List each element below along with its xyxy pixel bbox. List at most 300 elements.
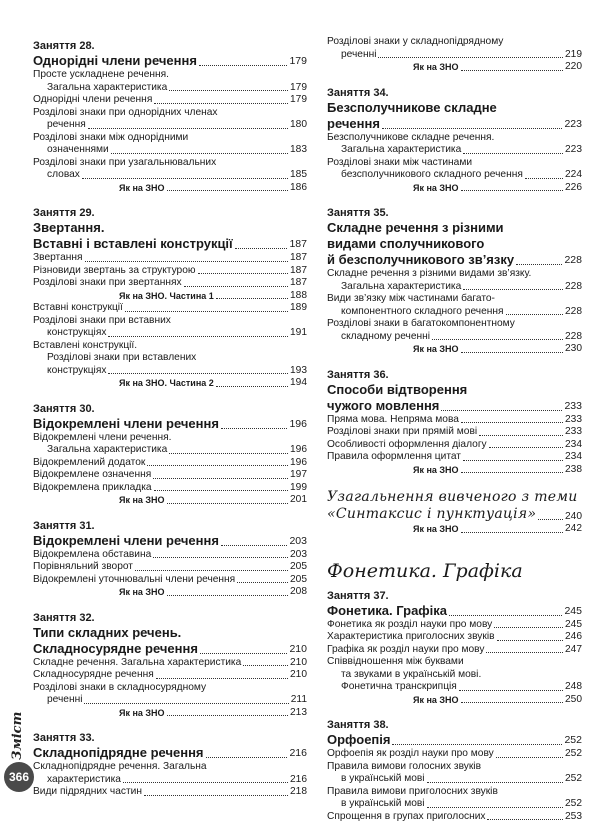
- entry-text: Загальна характеристика: [341, 280, 462, 292]
- toc-entry[interactable]: [33, 444, 307, 457]
- page-ref: 187: [290, 277, 307, 288]
- entry-text: Графіка як розділ науки про мову: [327, 643, 485, 655]
- dot-leader: [463, 289, 563, 290]
- entry-text: Співвідношення між буквами: [327, 656, 464, 667]
- entry-text: Відокремлені члени речення: [33, 532, 219, 548]
- page-ref: 252: [564, 734, 582, 746]
- lesson-number: Заняття 38.: [327, 719, 389, 731]
- toc-entry[interactable]: [327, 786, 582, 799]
- toc-entry[interactable]: [327, 656, 582, 669]
- toc-entry[interactable]: [33, 669, 307, 682]
- entry-text: Розділові знаки при звертаннях: [33, 277, 182, 288]
- toc-entry[interactable]: [33, 252, 307, 265]
- dot-leader: [461, 472, 563, 473]
- dot-leader: [538, 519, 563, 520]
- dot-leader: [461, 352, 563, 353]
- entry-text: Загальна характеристика: [341, 144, 462, 155]
- toc-entry[interactable]: [327, 414, 582, 427]
- zno-entry[interactable]: [33, 182, 307, 195]
- toc-lesson: [327, 590, 582, 707]
- entry-text: в українській мові: [341, 798, 425, 809]
- dot-leader: [169, 453, 288, 454]
- dot-leader: [243, 665, 288, 666]
- zno-entry[interactable]: [327, 464, 582, 477]
- side-label: Зміст: [10, 711, 25, 760]
- zno-entry[interactable]: [33, 586, 307, 599]
- toc-entry[interactable]: [327, 773, 582, 786]
- toc-lesson: [33, 520, 307, 599]
- page-ref: 242: [565, 523, 582, 534]
- dot-leader: [486, 652, 563, 653]
- entry-text: Просте ускладнене речення.: [33, 69, 169, 80]
- entry-text: Як на ЗНО: [413, 62, 459, 72]
- lesson-title-entry[interactable]: [327, 100, 582, 116]
- toc-entry[interactable]: [33, 482, 307, 495]
- entry-text: Орфоепія як розділ науки про мову: [327, 748, 494, 759]
- dot-leader: [154, 490, 288, 491]
- lesson-title-entry[interactable]: [33, 53, 307, 69]
- toc-entry[interactable]: [327, 293, 582, 306]
- toc-lesson: [327, 207, 582, 356]
- lesson-title-entry[interactable]: [33, 236, 307, 252]
- page-ref: 187: [289, 238, 307, 250]
- entry-text: Звертання: [33, 252, 83, 263]
- dot-leader: [108, 336, 288, 337]
- entry-text: Розділові знаки у складнопідрядному: [327, 36, 504, 47]
- entry-text: реченні: [47, 694, 83, 705]
- lesson-title-entry[interactable]: [327, 116, 582, 132]
- page-ref: 234: [565, 438, 582, 450]
- dot-leader: [461, 422, 563, 423]
- page-ref: 228: [565, 305, 582, 317]
- toc-entry[interactable]: [327, 157, 582, 170]
- toc-entry[interactable]: [33, 94, 307, 107]
- page-ref: 245: [565, 618, 582, 630]
- toc-lesson: [327, 719, 582, 823]
- toc-entry[interactable]: [327, 331, 582, 344]
- entry-text: конструкціях: [47, 327, 107, 338]
- toc-entry[interactable]: [33, 432, 307, 445]
- dot-leader: [135, 570, 288, 571]
- toc-entry[interactable]: [33, 265, 307, 278]
- entry-text: Як на ЗНО: [119, 587, 165, 597]
- dot-leader: [88, 128, 288, 129]
- entry-text: Відокремлений додаток: [33, 456, 146, 468]
- toc-entry[interactable]: [327, 169, 582, 182]
- entry-text: Як на ЗНО: [119, 182, 165, 193]
- page-ref: 187: [290, 252, 307, 263]
- page-ref: 205: [290, 561, 307, 572]
- toc-entry[interactable]: [33, 82, 307, 95]
- page-ref: 187: [290, 264, 307, 276]
- page-ref: 228: [565, 330, 582, 342]
- toc-entry[interactable]: [327, 681, 582, 694]
- page-ref: 179: [289, 55, 307, 67]
- dot-leader: [497, 640, 563, 641]
- entry-text: Складнопідрядне речення: [33, 745, 204, 760]
- dot-leader: [463, 153, 563, 154]
- toc-left-column: [33, 40, 307, 812]
- page-ref: 233: [565, 426, 582, 437]
- page-ref: 210: [289, 642, 307, 655]
- toc-entry[interactable]: [33, 157, 307, 170]
- entry-text: Особливості оформлення діалогу: [327, 438, 487, 450]
- page-ref: 196: [289, 417, 307, 430]
- lesson-title-entry[interactable]: [327, 603, 582, 619]
- toc-entry[interactable]: [327, 631, 582, 644]
- page-ref: 253: [565, 810, 582, 822]
- entry-text: Як на ЗНО: [119, 495, 165, 505]
- toc-entry[interactable]: [33, 302, 307, 315]
- entry-text: та звуками в українській мові.: [341, 668, 482, 680]
- page-ref: 203: [290, 548, 307, 560]
- toc-lesson: [33, 40, 307, 194]
- zno-entry[interactable]: [33, 494, 307, 507]
- toc-lesson: [327, 36, 582, 74]
- entry-text: Як на ЗНО: [413, 182, 459, 193]
- dot-leader: [108, 373, 288, 374]
- toc-entry[interactable]: [327, 306, 582, 319]
- entry-text: Розділові знаки при узагальнювальних: [33, 156, 217, 168]
- page-ref: 179: [290, 94, 307, 105]
- lesson-title-entry[interactable]: [327, 220, 582, 236]
- dot-leader: [489, 447, 563, 448]
- toc-lesson: [33, 612, 307, 720]
- lesson-number: Заняття 33.: [33, 732, 95, 744]
- toc-entry[interactable]: [327, 811, 582, 824]
- dot-leader: [184, 286, 288, 287]
- entry-text: Правила вимови приголосних звуків: [327, 785, 498, 797]
- entry-text: Складносурядне речення: [33, 669, 154, 680]
- page-ref: 228: [565, 280, 582, 292]
- dot-leader: [378, 57, 563, 58]
- toc-entry[interactable]: [33, 761, 307, 774]
- page-ref: 205: [290, 573, 307, 585]
- entry-text: Види зв’язку між частинами багато-: [327, 293, 495, 304]
- entry-text: Як на ЗНО: [119, 707, 165, 718]
- entry-text: Загальна характеристика: [47, 81, 168, 93]
- page-ref: 248: [565, 681, 582, 692]
- dot-leader: [461, 190, 563, 191]
- entry-text: Звертання.: [33, 220, 105, 235]
- page-ref: 186: [290, 181, 307, 193]
- lesson-number: Заняття 36.: [327, 368, 389, 381]
- page-ref: 213: [290, 706, 307, 718]
- dot-leader: [82, 178, 288, 179]
- entry-text: означеннями: [47, 144, 109, 155]
- entry-text: Однорідні члени речення: [33, 94, 153, 105]
- toc-entry[interactable]: [327, 619, 582, 632]
- entry-text: Відокремлена обставина: [33, 548, 152, 560]
- toc-lesson: [33, 732, 307, 799]
- dot-leader: [494, 627, 563, 628]
- entry-text: Орфоепія: [327, 732, 391, 747]
- toc-entry[interactable]: [33, 144, 307, 157]
- entry-text: Як на ЗНО: [413, 694, 459, 705]
- dot-leader: [85, 261, 288, 262]
- dot-leader: [479, 435, 563, 436]
- page-ref: 180: [290, 119, 307, 130]
- dot-leader: [200, 653, 288, 654]
- dot-leader: [449, 615, 562, 616]
- toc-entry[interactable]: [327, 144, 582, 157]
- entry-text: Характеристика приголосних звуків: [327, 631, 495, 642]
- entry-text: Вставні і вставлені конструкції: [33, 236, 233, 251]
- dot-leader: [506, 314, 563, 315]
- page-ref: 252: [565, 798, 582, 809]
- toc-entry[interactable]: [33, 327, 307, 340]
- dot-leader: [206, 757, 288, 758]
- page-ref: 197: [290, 469, 307, 480]
- toc-entry[interactable]: [33, 469, 307, 482]
- dot-leader: [221, 545, 288, 546]
- toc-entry[interactable]: [327, 451, 582, 464]
- lesson-title-entry[interactable]: [327, 252, 582, 268]
- toc-lesson: [327, 489, 582, 536]
- entry-text: Складносурядне речення: [33, 640, 198, 656]
- page-ref: 199: [290, 481, 307, 493]
- entry-text: Як на ЗНО: [413, 344, 459, 354]
- page-ref: 194: [290, 377, 307, 388]
- page-ref: 220: [565, 61, 582, 72]
- dot-leader: [156, 678, 288, 679]
- page-ref: 218: [290, 786, 307, 797]
- lesson-title-entry[interactable]: [33, 220, 307, 236]
- dot-leader: [84, 703, 288, 704]
- dot-leader: [147, 465, 288, 466]
- entry-text: Розділові знаки між частинами: [327, 156, 473, 168]
- toc-entry[interactable]: [327, 281, 582, 294]
- page-ref: 223: [565, 144, 582, 155]
- entry-text: безсполучникового складного речення: [341, 169, 523, 180]
- entry-text: Спрощення в групах приголосних: [327, 810, 486, 822]
- entry-text: Розділові знаки при вставних: [33, 314, 171, 326]
- entry-text: Порівняльний зворот: [33, 561, 133, 572]
- lesson-title-entry[interactable]: [33, 416, 307, 432]
- toc-entry[interactable]: [33, 457, 307, 470]
- page-ref: 219: [565, 48, 582, 60]
- entry-text: Безсполучникове складне: [327, 99, 497, 115]
- dot-leader: [441, 410, 562, 411]
- page-ref: 189: [290, 302, 307, 313]
- toc-entry[interactable]: [33, 549, 307, 562]
- entry-text: Відокремлені уточнювальні члени речення: [33, 573, 236, 585]
- dot-leader: [153, 557, 288, 558]
- toc-entry[interactable]: [33, 119, 307, 132]
- entry-text: Фонетична транскрипція: [341, 681, 457, 692]
- entry-text: Пряма мова. Непряма мова: [327, 413, 459, 425]
- toc-entry[interactable]: [33, 657, 307, 670]
- toc-entry[interactable]: [327, 439, 582, 452]
- toc-entry[interactable]: [33, 561, 307, 574]
- page-ref: 216: [289, 747, 307, 759]
- entry-text: Різновиди звертань за структурою: [33, 264, 196, 276]
- page-ref: 188: [290, 289, 307, 301]
- toc-entry[interactable]: [33, 132, 307, 145]
- toc-entry[interactable]: [327, 669, 582, 682]
- entry-text: Як на ЗНО. Частина 2: [119, 378, 214, 388]
- page-ref: 193: [290, 364, 307, 376]
- zno-entry[interactable]: [327, 182, 582, 195]
- toc-entry[interactable]: [327, 36, 582, 49]
- zno-entry[interactable]: [327, 523, 582, 536]
- toc-entry[interactable]: [327, 761, 582, 774]
- entry-text: Складне речення. Загальна характеристика: [33, 656, 242, 668]
- toc-lesson: [327, 369, 582, 477]
- toc-entry[interactable]: [327, 132, 582, 145]
- toc-right-column: [327, 36, 582, 836]
- lesson-number: Заняття 28.: [33, 40, 95, 52]
- dot-leader: [111, 153, 288, 154]
- entry-text: характеристика: [47, 773, 121, 785]
- entry-text: видами сполучникового: [327, 236, 485, 251]
- toc-entry[interactable]: [327, 506, 582, 523]
- dot-leader: [237, 582, 288, 583]
- entry-text: Розділові знаки між однорідними: [33, 131, 189, 143]
- toc-entry[interactable]: [33, 786, 307, 799]
- toc-entry[interactable]: [33, 340, 307, 353]
- entry-text: Способи відтворення: [327, 381, 468, 397]
- entry-text: Як на ЗНО. Частина 1: [119, 290, 214, 301]
- page-ref: 246: [565, 631, 582, 642]
- dot-leader: [216, 298, 288, 299]
- dot-leader: [216, 386, 288, 387]
- dot-leader: [487, 819, 563, 820]
- zno-entry[interactable]: [327, 343, 582, 356]
- lesson-title-entry[interactable]: [327, 236, 582, 252]
- entry-text: «Синтаксис і пунктуація»: [327, 506, 537, 522]
- lesson-number: Заняття 37.: [327, 589, 389, 602]
- page-ref: 185: [290, 169, 307, 180]
- zno-entry[interactable]: [33, 707, 307, 720]
- entry-text: реченні: [341, 48, 377, 60]
- lesson-title-entry[interactable]: [327, 732, 582, 748]
- entry-text: Відокремлені члени речення: [33, 415, 219, 431]
- entry-text: Фонетика. Графіка: [327, 602, 448, 618]
- entry-text: Як на ЗНО: [413, 464, 459, 475]
- entry-text: Типи складних речень.: [33, 624, 182, 640]
- entry-text: чужого мовлення: [327, 397, 440, 413]
- entry-text: Розділові знаки при прямій мові: [327, 426, 478, 437]
- toc-entry[interactable]: [327, 318, 582, 331]
- toc-entry[interactable]: [33, 352, 307, 365]
- lesson-title-entry[interactable]: [33, 641, 307, 657]
- entry-text: Узагальнення вивченого з теми: [327, 489, 578, 505]
- toc-entry[interactable]: [327, 748, 582, 761]
- entry-text: Розділові знаки в складносурядному: [33, 681, 207, 693]
- page-ref: 234: [565, 451, 582, 462]
- page-ref: 228: [564, 254, 582, 266]
- entry-text: Вставлені конструкції.: [33, 339, 138, 351]
- lesson-title-entry[interactable]: [33, 745, 307, 761]
- dot-leader: [235, 248, 288, 249]
- toc-entry[interactable]: [33, 107, 307, 120]
- dot-leader: [144, 795, 288, 796]
- entry-text: складному реченні: [341, 330, 431, 342]
- dot-leader: [516, 264, 562, 265]
- dot-leader: [198, 273, 288, 274]
- toc-entry[interactable]: [33, 365, 307, 378]
- dot-leader: [167, 595, 288, 596]
- toc-entry[interactable]: [327, 489, 582, 506]
- entry-text: Розділові знаки при однорідних членах: [33, 106, 218, 118]
- page-ref: 216: [290, 773, 307, 785]
- zno-entry[interactable]: [33, 377, 307, 390]
- page-ref: 230: [565, 343, 582, 354]
- entry-text: Правила вимови голосних звуків: [327, 760, 481, 772]
- lesson-number: Заняття 32.: [33, 611, 95, 624]
- entry-text: Складне речення з різними видами зв’язку.: [327, 268, 532, 279]
- entry-text: Відокремлена прикладка: [33, 481, 152, 493]
- dot-leader: [427, 807, 563, 808]
- toc-entry[interactable]: [33, 574, 307, 587]
- dot-leader: [432, 339, 563, 340]
- dot-leader: [463, 460, 563, 461]
- dot-leader: [167, 190, 288, 191]
- dot-leader: [427, 782, 563, 783]
- zno-entry[interactable]: [327, 61, 582, 74]
- page-ref: 233: [565, 413, 582, 425]
- dot-leader: [525, 178, 563, 179]
- lesson-number: Заняття 35.: [327, 207, 389, 219]
- dot-leader: [461, 70, 563, 71]
- toc-entry[interactable]: [327, 49, 582, 62]
- entry-text: Розділові знаки при вставлених: [47, 352, 197, 363]
- lesson-number: Заняття 31.: [33, 519, 95, 532]
- lesson-title-entry[interactable]: [33, 533, 307, 549]
- entry-text: Як на ЗНО: [413, 524, 459, 534]
- entry-text: в українській мові: [341, 773, 425, 784]
- toc-entry[interactable]: [33, 277, 307, 290]
- dot-leader: [461, 532, 563, 533]
- toc-entry[interactable]: [33, 169, 307, 182]
- lesson-title-entry[interactable]: [327, 382, 582, 398]
- toc-entry[interactable]: [33, 774, 307, 787]
- page-ref: 226: [565, 181, 582, 193]
- toc-entry[interactable]: [327, 798, 582, 811]
- page-ref: 210: [290, 669, 307, 680]
- entry-text: Безсполучникове складне речення.: [327, 131, 495, 143]
- toc-entry[interactable]: [327, 426, 582, 439]
- toc-entry[interactable]: [33, 315, 307, 328]
- zno-entry[interactable]: [327, 694, 582, 707]
- entry-text: словах: [47, 169, 80, 180]
- toc-lesson: [33, 207, 307, 390]
- dot-leader: [167, 715, 288, 716]
- page-ref: 196: [290, 456, 307, 468]
- zno-entry[interactable]: [33, 290, 307, 303]
- page-ref: 208: [290, 586, 307, 597]
- lesson-title-entry[interactable]: [33, 625, 307, 641]
- lesson-number: Заняття 29.: [33, 207, 95, 219]
- entry-text: й безсполучникового зв’язку: [327, 252, 515, 267]
- page-ref: 240: [565, 510, 582, 522]
- page-ref: 238: [565, 463, 582, 475]
- toc-entry[interactable]: [327, 644, 582, 657]
- toc-lesson: [327, 87, 582, 195]
- dot-leader: [153, 478, 288, 479]
- entry-text: Складнопідрядне речення. Загальна: [33, 761, 207, 772]
- toc-entry[interactable]: [33, 682, 307, 695]
- entry-text: Відокремлені члени речення.: [33, 431, 172, 443]
- entry-text: Види підрядних частин: [33, 786, 142, 797]
- entry-text: речення: [47, 119, 86, 130]
- lesson-title-entry[interactable]: [327, 398, 582, 414]
- toc-entry[interactable]: [327, 268, 582, 281]
- page-ref: 252: [565, 773, 582, 784]
- toc-entry[interactable]: [33, 694, 307, 707]
- toc-entry[interactable]: [33, 69, 307, 82]
